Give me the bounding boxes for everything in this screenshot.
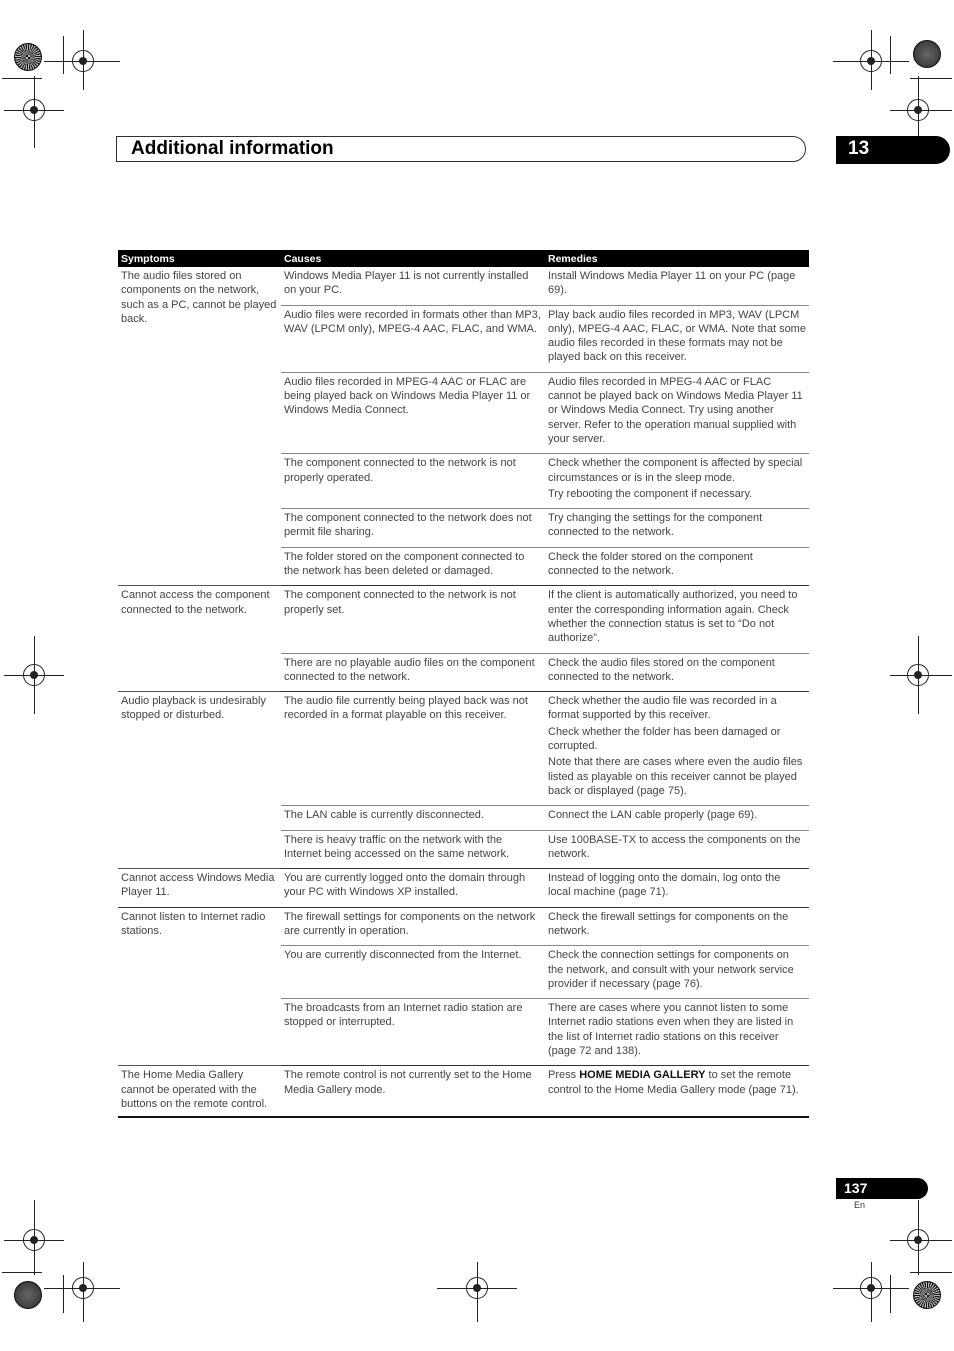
table-row (118, 907, 809, 946)
crop-line (890, 1275, 891, 1313)
crop-line (871, 1262, 872, 1322)
table-row (118, 586, 809, 653)
table-row (118, 267, 809, 305)
crop-line (44, 1288, 120, 1289)
remedy-text: Check whether the folder has been damaged or corrupted. (548, 725, 781, 753)
cause-cell: The broadcasts from an Internet radio station are stopped or interrupted. (281, 999, 545, 1066)
crop-line (63, 36, 64, 74)
cause-cell: There is heavy traffic on the network with the Internet being accessed on the same network. (281, 830, 545, 869)
remedy-cell (545, 1066, 809, 1117)
cause-cell: There are no playable audio files on the component connected to the network. (281, 653, 545, 692)
registration-disk-top-left (14, 43, 42, 71)
crop-line (83, 1262, 84, 1322)
symptom-cell: The Home Media Gallery cannot be operated with the buttons on the remote control. (118, 1066, 281, 1117)
cause-cell: The firewall settings for components on the network are currently in operation. (281, 907, 545, 946)
cause-cell: The component connected to the network is not properly set. (281, 586, 545, 653)
symptom-cell: Cannot access the component connected to the network. (118, 586, 281, 692)
crop-line (83, 30, 84, 90)
remedy-cell (545, 267, 809, 305)
language-code: En (854, 1200, 866, 1210)
crop-line (910, 78, 952, 79)
remedy-text (548, 1068, 806, 1097)
remedy-cell (545, 586, 809, 653)
remedy-text: Use 100BASE-TX to access the components on the network. (548, 833, 801, 860)
cause-cell: Audio files recorded in MPEG-4 AAC or FLAC are being played back on Windows Media Player 11 or Windows Media Connect. (281, 372, 545, 453)
registration-disk-bottom-right (913, 1281, 941, 1309)
remedy-text: Play back audio files recorded in MP3, WAV (LPCM only), MPEG-4 AAC, FLAC, or WMA. Note that some audio files recorded in these formats may not be played back on this receiver. (548, 308, 806, 364)
remedy-text: Try changing the settings for the component connected to the network. (548, 512, 763, 539)
remedy-cell (545, 653, 809, 692)
registration-disk-bottom-left (14, 1281, 42, 1309)
cause-cell: The audio file currently being played back was not recorded in a format playable on this receiver. (281, 692, 545, 806)
table-row (118, 692, 809, 806)
cause-cell: The LAN cable is currently disconnected. (281, 806, 545, 830)
cause-cell: Audio files were recorded in formats other than MP3, WAV (LPCM only), MPEG-4 AAC, FLAC, and WMA. (281, 305, 545, 372)
remedy-text: Connect the LAN cable properly (page 69). (548, 809, 758, 822)
crop-line (918, 636, 919, 714)
table-row (118, 1066, 809, 1117)
remedy-text-before: Press (548, 1069, 580, 1082)
crop-line (918, 1200, 919, 1275)
cause-cell: You are currently logged onto the domain through your PC with Windows XP installed. (281, 869, 545, 908)
remedy-text: Try rebooting the component if necessary. (548, 487, 753, 500)
symptom-cell: Cannot access Windows Media Player 11. (118, 869, 281, 908)
cause-cell: Windows Media Player 11 is not currently installed on your PC. (281, 267, 545, 305)
crop-line (63, 1275, 64, 1313)
remedy-cell (545, 547, 809, 586)
crop-line (477, 1262, 478, 1322)
remedy-cell (545, 692, 809, 806)
table-header-row (118, 250, 809, 267)
remedy-text: Instead of logging onto the domain, log onto the local machine (page 71). (548, 872, 781, 899)
remedy-text-after: to set the remote control to the Home Media Gallery mode (page 71). (548, 1069, 799, 1096)
column-header-remedies: Remedies (545, 250, 809, 267)
cause-cell: The component connected to the network does not permit file sharing. (281, 509, 545, 548)
crop-line (2, 78, 42, 79)
remedy-text: Check the audio files stored on the component connected to the network. (548, 656, 775, 683)
page-number-badge: 137 (836, 1178, 928, 1199)
remedy-text: Install Windows Media Player 11 on your PC (page 69). (548, 270, 796, 297)
page-title: Additional information (131, 138, 334, 159)
cause-cell: You are currently disconnected from the Internet. (281, 946, 545, 999)
table-row (118, 869, 809, 908)
troubleshooting-table (118, 250, 809, 1118)
remedy-cell (545, 372, 809, 453)
crop-line (890, 110, 952, 111)
remedy-cell (545, 907, 809, 946)
crop-line (890, 36, 891, 74)
crop-line (910, 1272, 952, 1273)
symptom-cell: Cannot listen to Internet radio stations. (118, 907, 281, 1066)
remedy-text: Audio files recorded in MPEG-4 AAC or FLAC cannot be played back on Windows Media Player 11 or Windows Media Connect. Try using another server. Refer to the operation manual supplied with your server. (548, 375, 803, 445)
remedy-cell (545, 946, 809, 999)
home-media-gallery-button-label: HOME MEDIA GALLERY (579, 1069, 706, 1082)
remedy-text: Check the firewall settings for components on the network. (548, 910, 789, 937)
crop-line (34, 76, 35, 148)
cause-cell: The component connected to the network is not properly operated. (281, 454, 545, 509)
remedy-cell (545, 454, 809, 509)
cause-cell: The folder stored on the component connected to the network has been deleted or damaged. (281, 547, 545, 586)
crop-line (2, 1272, 42, 1273)
remedy-cell (545, 830, 809, 869)
remedy-text: There are cases where you cannot listen to some Internet radio stations even when they are listed in the list of Internet radio stations on this receiver (page 72 and 138). (548, 1002, 794, 1058)
column-header-causes: Causes (281, 250, 545, 267)
remedy-text: Check whether the component is affected by special circumstances or is in the sleep mode. (548, 457, 803, 484)
crop-line (44, 61, 120, 62)
crop-line (890, 675, 952, 676)
remedy-cell (545, 305, 809, 372)
crop-line (890, 1240, 952, 1241)
column-header-symptoms: Symptoms (118, 250, 281, 267)
crop-line (34, 1200, 35, 1275)
remedy-cell (545, 509, 809, 548)
remedy-text: Check the folder stored on the component connected to the network. (548, 550, 753, 578)
cause-cell: The remote control is not currently set to the Home Media Gallery mode. (281, 1066, 545, 1117)
remedy-cell (545, 869, 809, 908)
chapter-number-badge: 13 (836, 136, 950, 164)
remedy-text: If the client is automatically authorized, you need to enter the corresponding information again. Check whether the connection status is set to “Do not authorize”. (548, 589, 798, 645)
remedy-cell (545, 806, 809, 830)
registration-disk-top-right (913, 40, 941, 68)
remedy-cell (545, 999, 809, 1066)
crop-line (34, 636, 35, 714)
crop-line (871, 30, 872, 90)
remedy-text: Check the connection settings for components on the network, and consult with your network service provider if necessary (page 76). (548, 949, 794, 990)
symptom-cell: The audio files stored on components on the network, such as a PC, cannot be played back. (118, 267, 281, 586)
remedy-text: Check whether the audio file was recorded in a format supported by this receiver. (548, 695, 777, 722)
section-header-bar (116, 136, 806, 162)
symptom-cell: Audio playback is undesirably stopped or disturbed. (118, 692, 281, 869)
remedy-text: Note that there are cases where even the audio files listed as playable on this receiver cannot be played back or displayed (page 75). (548, 756, 803, 797)
